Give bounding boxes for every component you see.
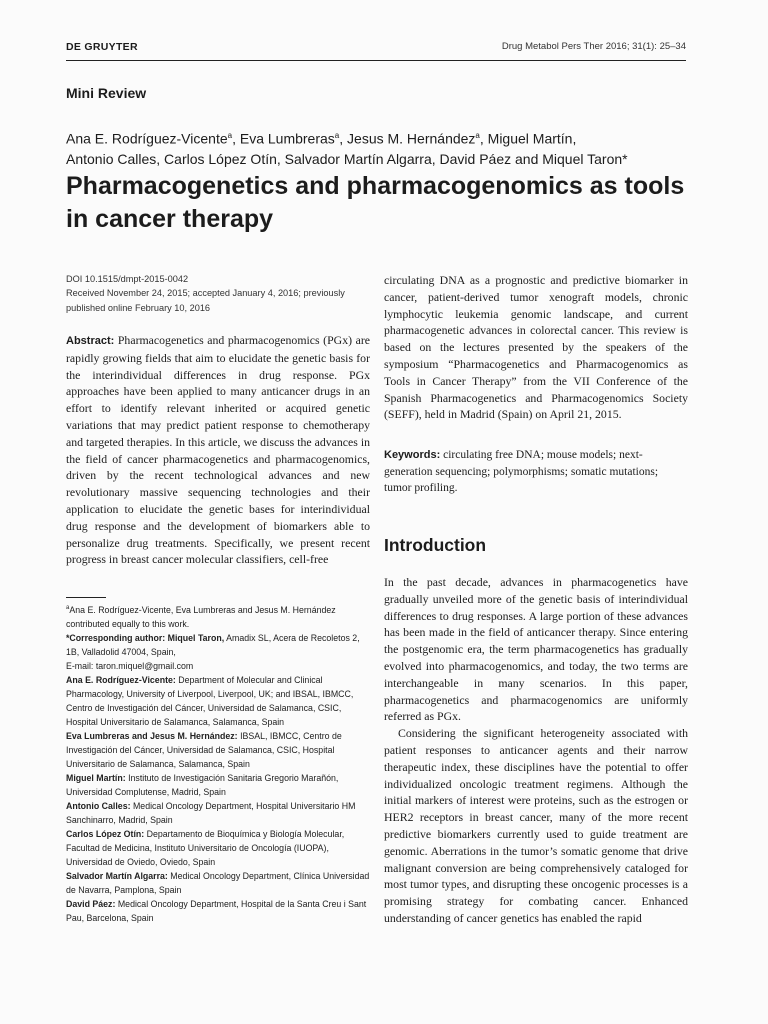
publisher-name: DE GRUYTER <box>66 41 138 53</box>
author-affil-mark: a <box>334 131 340 140</box>
abstract-text-continued: circulating DNA as a prognostic and predictive biomarker in cancer, patient-derived tumor xenograft models, chronic lymphocytic leukemia genomic landscape, and current pharmacogenetic advances in colorectal cancer. This review is based on the lectures presented by the speakers of the symposium “Pharmacogenetics and Pharmacogenomics as Tools in Cancer Therapy” from the VII Conference of the Spanish Pharmacogenetics and Pharmacogenomics Society (SEFF), held in Madrid (Spain) on April 21, 2015. <box>384 273 688 422</box>
author-affil-mark: a <box>227 131 233 140</box>
footnotes <box>66 601 370 925</box>
journal-citation: Drug Metabol Pers Ther 2016; 31(1): 25–34 <box>501 41 686 52</box>
article-title: Pharmacogenetics and pharmacogenomics as tools in cancer therapy <box>66 172 685 233</box>
keywords-text: circulating free DNA; mouse models; next-generation sequencing; polymorphisms; somatic mutations; tumor profiling. <box>384 449 659 495</box>
author-name: , Jesus M. Hernández <box>339 130 476 147</box>
article-type-label: Mini Review <box>66 85 147 101</box>
doi[interactable]: DOI 10.1515/dmpt-2015-0042 <box>66 274 189 284</box>
keywords <box>384 447 688 497</box>
footnote-rule <box>66 597 106 598</box>
received-dates: Received November 24, 2015; accepted January 4, 2016; previously <box>66 288 345 299</box>
author-list <box>66 126 696 169</box>
header-rule <box>66 60 686 61</box>
abstract <box>66 332 370 568</box>
footnote-equal-contribution: $^a$Ana E. Rodríguez-Vicente, Eva Lumbreras and Jesus M. Hernández contributed equally to this work. <box>66 604 336 629</box>
published-date: published online February 10, 2016 <box>66 302 211 313</box>
article-metadata <box>66 272 370 315</box>
author-name: , Eva Lumbreras <box>232 130 335 147</box>
introduction-body <box>384 574 688 927</box>
footnote-affiliation: Carlos López Otín: Departamento de Bioquímica y Biología Molecular, Facultad de Medicina, Instituto Universitario de Oncología (IUOPA), Universidad de Oviedo, Oviedo, Spain <box>66 828 345 867</box>
paragraph: Considering the significant heterogeneity associated with patient responses to anticancer agents and their narrow therapeutic index, these disciplines have the potential to offer individualized oncologic treatment regimens. Although the initial markers of interest were proteins, such as the estrogen or HER2 receptors in breast cancer, many of the more recent predictive biomarkers currently used to guide treatment are genomic. Aberrations in the tumor’s somatic genome that drive malignant conversion are being comprehensively cataloged for most tumor types, and disrupting these oncogenic processes is a promising strategy for combating cancer. Enhanced understanding of cancer genetics has enabled the rapid <box>384 726 688 925</box>
author-affil-mark: a <box>475 131 480 140</box>
abstract-continued <box>384 272 688 423</box>
footnote-email[interactable]: E-mail: taron.miquel@gmail.com <box>66 660 194 671</box>
keywords-label: Keywords: <box>384 449 441 461</box>
footnote-corresponding-author: *Corresponding author: Miquel Taron, Amadix SL, Acera de Recoletos 2, 1B, Valladolid 47004, Spain, <box>66 632 360 657</box>
footnote-affiliation: Antonio Calles: Medical Oncology Department, Hospital Universitario HM Sanchinarro, Madrid, Spain <box>66 800 356 825</box>
author-name: Ana E. Rodríguez-Vicente <box>66 130 228 147</box>
footnote-affiliation: Eva Lumbreras and Jesus M. Hernández: IBSAL, IBMCC, Centro de Investigación del Cáncer, Universidad de Salamanca, CSIC, Hospital Universitario de Salamanca, Salamanca, Spain <box>66 730 342 769</box>
section-heading-introduction: Introduction <box>384 535 487 555</box>
footnote-affiliation: Salvador Martín Algarra: Medical Oncology Department, Clínica Universidad de Navarra, Pamplona, Spain <box>66 870 370 895</box>
author-name: , Miguel Martín, <box>479 130 577 147</box>
footnote-affiliation: David Páez: Medical Oncology Department, Hospital de la Santa Creu i Sant Pau, Barcelona, Spain <box>66 898 367 923</box>
footnote-affiliation: Ana E. Rodríguez-Vicente: Department of Molecular and Clinical Pharmacology, University of Liverpool, Liverpool, UK; and IBSAL, IBMCC, Centro de Investigación del Cáncer, Universidad de Salamanca, CSIC, Hospital Universitario de Salamanca, Salamanca, Spain <box>66 674 354 727</box>
footnote-affiliation: Miguel Martín: Instituto de Investigación Sanitaria Gregorio Marañón, Universidad Complutense, Madrid, Spain <box>66 772 339 797</box>
author-names-line2: Antonio Calles, Carlos López Otín, Salvador Martín Algarra, David Páez and Miquel Taron* <box>66 150 628 167</box>
paragraph: In the past decade, advances in pharmacogenetics have gradually unveiled more of the genetic basis of interindividual differences to drug responses. A large portion of these advances has been made in the field of anticancer therapy. Since entering the postgenomic era, the term pharmacogenetics has gradually evolved into pharmacogenomics, and today, the two terms are interchangeable in many scenarios. In this paper, pharmacogenetics and pharmacogenomics are uniformly referred as PGx. <box>384 575 688 724</box>
abstract-text: Pharmacogenetics and pharmacogenomics (PGx) are rapidly growing fields that aim to elucidate the genetic basis for the interindividual differences in drug response. PGx approaches have been applied to many anticancer drugs in an effort to identify relevant inherited or acquired genetic variations that may predict patient response to chemotherapy and targeted therapies. In this article, we discuss the advances in the field of cancer pharmacogenetics and pharmacogenomics, driven by the recent technological advances and new revolutionary massive sequencing technologies and their application to elucidate the genetic bases for interindividual drug response and the development of biomarkers able to personalize drug treatments. Specifically, we present recent progress in breast cancer molecular classifiers, cell-free <box>66 333 370 567</box>
abstract-label: Abstract: <box>66 335 115 347</box>
